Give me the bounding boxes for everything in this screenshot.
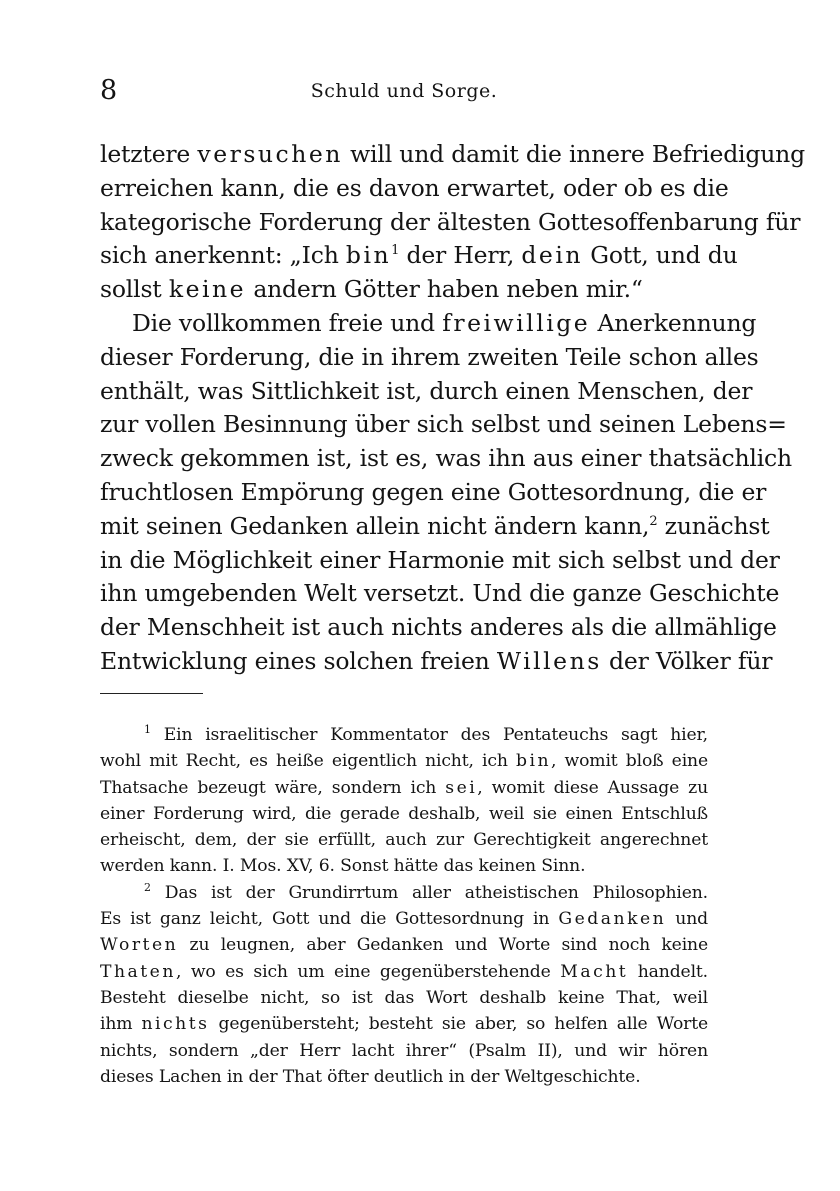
text-line: ihn umgebenden Welt versetzt. Und die ganze Geschichte (100, 579, 780, 608)
text-line: der Menschheit ist auch nichts anderes als die allmählige (100, 613, 777, 642)
text-line: dieser Forderung, die in ihrem zweiten Teile schon alles (100, 342, 759, 371)
paragraph-start: Die vollkommen freie und freiwillige Anerkennung (132, 308, 757, 337)
footnote-divider (100, 693, 203, 694)
footnote-ref: 2 (649, 513, 658, 529)
footnote-ref: 1 (391, 243, 400, 259)
text-line: zur vollen Besinnung über sich selbst und seinen Lebens= (100, 410, 787, 439)
footnote-line: wohl mit Recht, es heiße eigentlich nicht, ich bin, womit bloß eine (100, 751, 708, 772)
text-line: mit seinen Gedanken allein nicht ändern kann,$^2$ zunächst (100, 511, 770, 540)
text-line: in die Möglichkeit einer Harmonie mit sich selbst und der (100, 545, 780, 574)
footnote-1: $^1$ Ein israelitischer Kommentator des Pentateuchs sagt hier, (144, 723, 708, 745)
footnote-line: Es ist ganz leicht, Gott und die Gottesordnung in Gedanken und (100, 909, 708, 930)
footnote-line: nichts, sondern „der Herr lacht ihrer“ (Psalm II), und wir hören (100, 1040, 708, 1061)
page-header (100, 74, 708, 108)
footnote-line: werden kann. I. Mos. XV, 6. Sonst hätte das keinen Sinn. (100, 856, 586, 877)
footnote-line: dieses Lachen in der That öfter deutlich in der Weltgeschichte. (100, 1066, 641, 1087)
text-line: Entwicklung eines solchen freien Willens der Völker für (100, 646, 773, 675)
main-text (100, 138, 805, 679)
text-line: enthält, was Sittlichkeit ist, durch einen Menschen, der (100, 376, 753, 405)
footnotes (100, 722, 708, 1090)
footnote-marker: 2 (144, 880, 151, 894)
footnote-line: Thatsache bezeugt wäre, sondern ich sei, womit diese Aussage zu (100, 777, 708, 798)
text-line: fruchtlosen Empörung gegen eine Gottesordnung, die er (100, 477, 767, 506)
footnote-line: Worten zu leugnen, aber Gedanken und Worte sind noch keine (100, 935, 708, 956)
footnote-line: ihm nichts gegenübersteht; besteht sie aber, so helfen alle Worte (100, 1014, 708, 1035)
footnote-marker: 1 (144, 723, 151, 736)
footnote-line: Besteht dieselbe nicht, so ist das Wort deshalb keine That, weil (100, 987, 708, 1008)
text-line: zweck gekommen ist, ist es, was ihn aus einer thatsächlich (100, 444, 792, 473)
text-line: sich anerkennt: „Ich bin$^1$ der Herr, dein Gott, und du (100, 241, 738, 270)
footnote-line: Thaten, wo es sich um eine gegenüberstehende Macht handelt. (100, 961, 708, 982)
footnote-2: $^2$ Das ist der Grundirrtum aller atheistischen Philosophien. (144, 880, 708, 903)
running-title: Schuld und Sorge. (310, 80, 498, 102)
text-line: sollst keine andern Götter haben neben mir.“ (100, 275, 643, 304)
page-number: 8 (100, 75, 118, 106)
text-line: erreichen kann, die es davon erwartet, oder ob es die (100, 173, 729, 202)
footnote-line: erheischt, dem, der sie erfüllt, auch zur Gerechtigkeit angerechnet (100, 830, 708, 851)
footnote-line: einer Forderung wird, die gerade deshalb, weil sie einen Entschluß (100, 803, 708, 824)
text-line: letztere versuchen will und damit die innere Befriedigung (100, 140, 805, 168)
text-line: kategorische Forderung der ältesten Gottesoffenbarung für (100, 207, 801, 236)
